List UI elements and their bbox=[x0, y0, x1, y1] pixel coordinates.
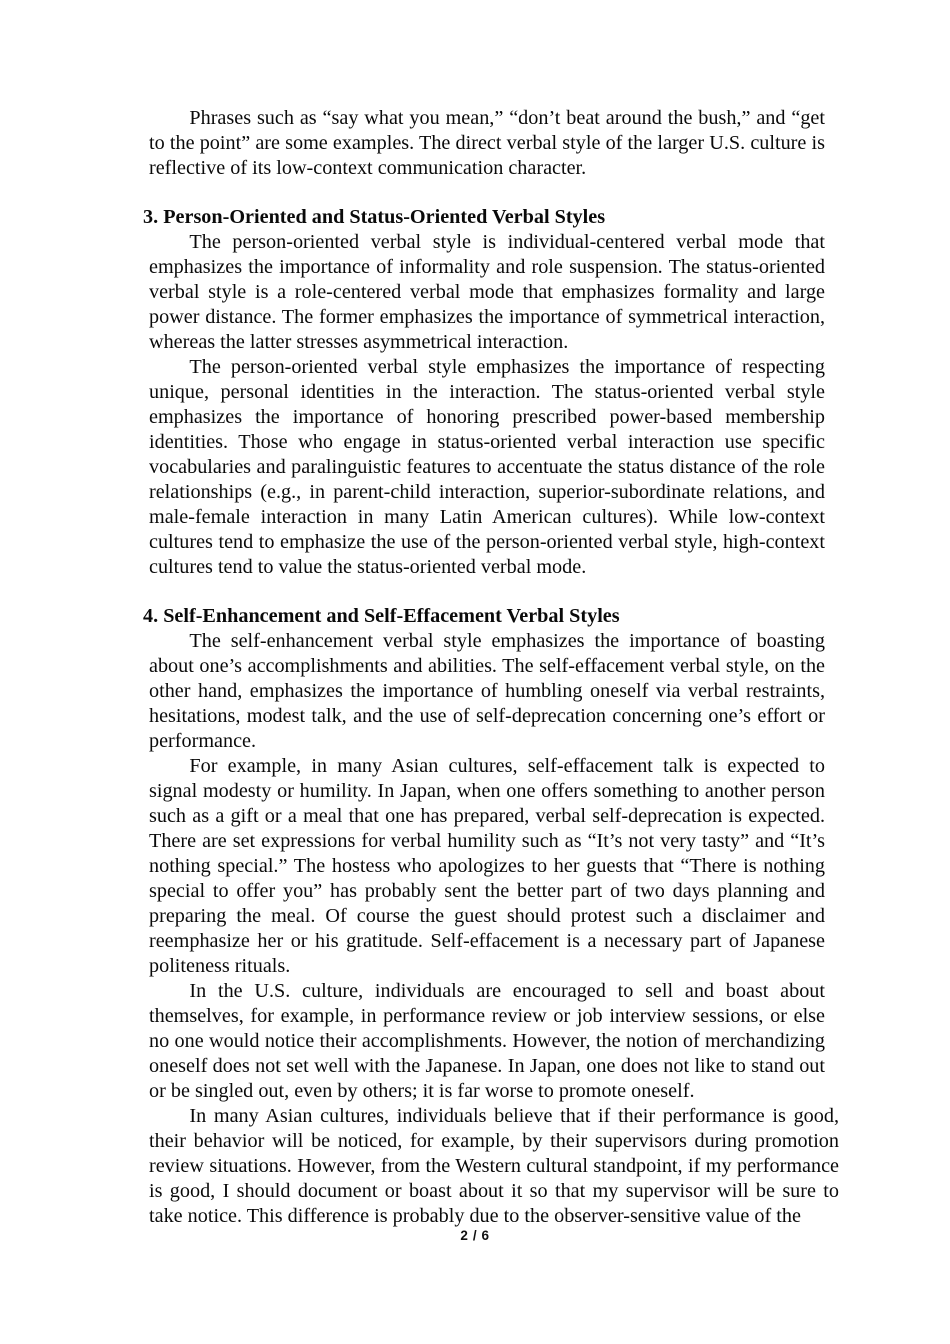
heading-3-person-oriented-status-oriented: 3. Person-Oriented and Status-Oriented Verbal Styles bbox=[143, 206, 606, 228]
paragraph-asian-cultures-example: For example, in many Asian cultures, self-effacement talk is expected to signal modesty or humility. In Japan, when one offers something to another person such as a gift or a meal that one has prepared, verbal self-deprecation is expected. There are set expressions for verbal humility such as “It’s not very tasty” and “It’s nothing special.” The hostess who apologizes to her guests that “There is nothing special to offer you” has probably sent the better part of two days planning and preparing the meal. Of course the guest should protest such a disclaimer and reemphasize her or his gratitude. Self-effacement is a necessary part of Japanese politeness rituals. bbox=[149, 755, 825, 977]
paragraph-us-culture-boasting: In the U.S. culture, individuals are encouraged to sell and boast about themselves, for example, in performance review or job interview sessions, or else no one would notice their accomplishments. However, the notion of merchandizing oneself does not set well with the Japanese. In Japan, one does not like to stand out or be singled out, even by others; it is far worse to promote oneself. bbox=[149, 980, 825, 1102]
heading-spacer bbox=[149, 580, 825, 604]
page-number-footer: 2 / 6 bbox=[460, 1228, 490, 1243]
paragraph-self-enhancement-definition: The self-enhancement verbal style emphasizes the importance of boasting about one’s accomplishments and abilities. The self-effacement verbal style, on the other hand, emphasizes the importance of humbling oneself via verbal restraints, hesitations, modest talk, and the use of self-deprecation concerning one’s effort or performance. bbox=[149, 630, 825, 752]
paragraph-respecting-unique-identities: The person-oriented verbal style emphasizes the importance of respecting unique, personal identities in the interaction. The status-oriented verbal style emphasizes the importance of honoring prescribed power-based membership identities. Those who engage in status-oriented verbal interaction use specific vocabularies and paralinguistic features to accentuate the status distance of the role relationships (e.g., in parent-child interaction, superior-subordinate relations, and male-female interaction in many Latin American cultures). While low-context cultures tend to emphasize the use of the person-oriented verbal style, high-context cultures tend to value the status-oriented verbal mode. bbox=[149, 356, 825, 578]
paragraph-phrases-direct-style: Phrases such as “say what you mean,” “don’t beat around the bush,” and “get to the point” are some examples. The direct verbal style of the larger U.S. culture is reflective of its low-context communication character. bbox=[149, 107, 825, 179]
page-text-body bbox=[143, 106, 839, 1229]
heading-spacer bbox=[149, 181, 825, 205]
paragraph-asian-performance-noticed: In many Asian cultures, individuals believe that if their performance is good, their behavior will be noticed, for example, by their supervisors during promotion review situations. However, from the Western cultural standpoint, if my performance is good, I should document or boast about it so that my supervisor will be sure to take notice. This difference is probably due to the observer-sensitive value of the bbox=[149, 1105, 839, 1227]
heading-4-self-enhancement-self-effacement: 4. Self-Enhancement and Self-Effacement Verbal Styles bbox=[143, 605, 620, 627]
paragraph-person-oriented-definition: The person-oriented verbal style is individual-centered verbal mode that emphasizes the importance of informality and role suspension. The status-oriented verbal style is a role-centered verbal mode that emphasizes formality and large power distance. The former emphasizes the importance of symmetrical interaction, whereas the latter stresses asymmetrical interaction. bbox=[149, 231, 825, 353]
